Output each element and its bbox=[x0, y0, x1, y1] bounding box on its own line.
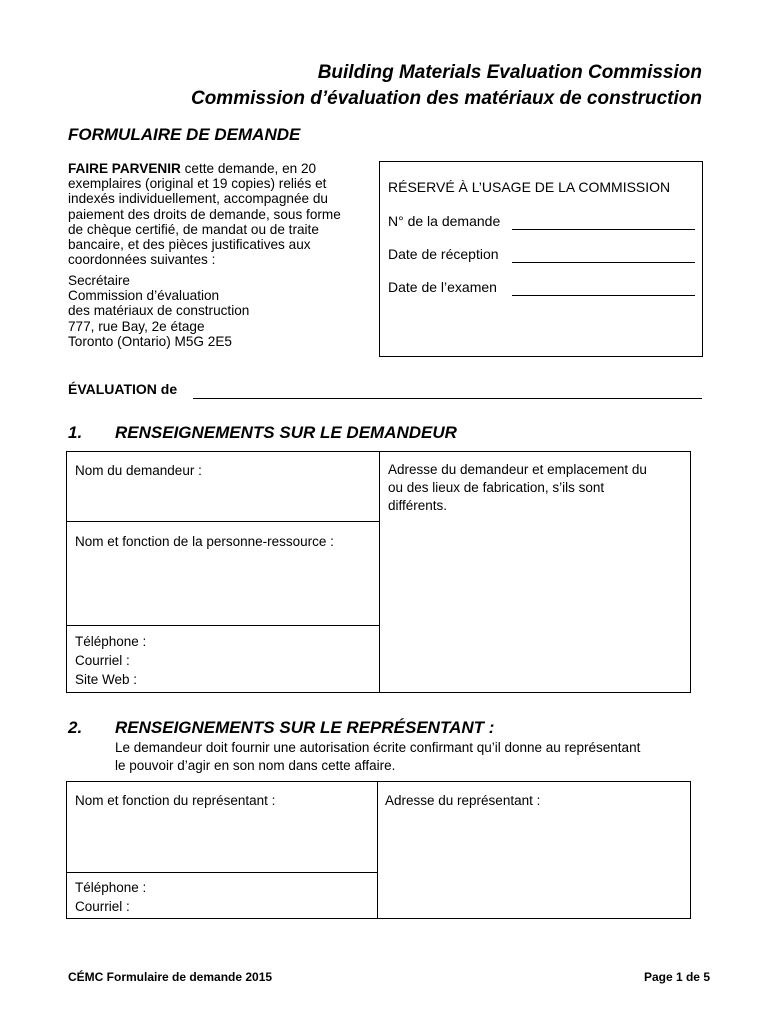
header-title-fr: Commission d’évaluation des matériaux de construction bbox=[190, 88, 702, 109]
address-line: Toronto (Ontario) M5G 2E5 bbox=[68, 333, 232, 349]
representative-address-cell[interactable] bbox=[385, 791, 683, 913]
row-divider bbox=[67, 521, 380, 522]
intro-line: de chèque certifié, de mandat ou de traite bbox=[68, 221, 319, 237]
intro-line: indexés individuellement, accompagnée du bbox=[68, 191, 328, 207]
applicant-name-cell[interactable] bbox=[75, 461, 375, 519]
address-label-line: Adresse du demandeur et emplacement du bbox=[388, 462, 647, 477]
reserved-title: RÉSERVÉ À L’USAGE DE LA COMMISSION bbox=[388, 179, 671, 195]
contact-person-label: Nom et fonction de la personne-ressource : bbox=[75, 534, 334, 549]
address-line: des matériaux de construction bbox=[68, 303, 250, 319]
section2-note bbox=[115, 739, 640, 775]
reception-date-label: Date de réception bbox=[388, 246, 499, 262]
evaluation-label: ÉVALUATION de bbox=[68, 381, 178, 397]
footer-page-number: Page 1 de 5 bbox=[643, 970, 710, 984]
phone-label: Téléphone : bbox=[75, 880, 147, 895]
intro-line: bancaire, et des pièces justificatives aux bbox=[68, 237, 311, 253]
contact-person-cell[interactable] bbox=[75, 532, 375, 622]
row-divider bbox=[67, 872, 378, 873]
intro-line: cette demande, en 20 bbox=[180, 161, 317, 176]
section1-number: 1. bbox=[68, 423, 83, 442]
email-label: Courriel : bbox=[75, 899, 130, 914]
application-number-label: N° de la demande bbox=[388, 213, 501, 229]
intro-lead: FAIRE PARVENIR bbox=[68, 161, 181, 176]
email-label: Courriel : bbox=[75, 653, 130, 668]
intro-line: paiement des droits de demande, sous forme bbox=[68, 206, 341, 222]
address-line: Secrétaire bbox=[68, 273, 130, 288]
representative-name-label: Nom et fonction du représentant : bbox=[75, 793, 276, 808]
intro-line: exemplaires (original et 19 copies) reliés et bbox=[68, 176, 327, 192]
address-line: Commission d’évaluation bbox=[68, 288, 220, 304]
row-divider bbox=[67, 625, 380, 626]
representative-name-cell[interactable] bbox=[75, 791, 373, 869]
review-date-field[interactable] bbox=[512, 294, 695, 296]
note-line: le pouvoir d’agir en son nom dans cette affaire. bbox=[115, 758, 396, 773]
intro-line: coordonnées suivantes : bbox=[68, 252, 216, 268]
address-line: 777, rue Bay, 2e étage bbox=[68, 318, 205, 334]
application-number-field[interactable] bbox=[512, 228, 695, 230]
address-label-line: ou des lieux de fabrication, s’ils sont bbox=[388, 480, 605, 495]
reception-date-field[interactable] bbox=[512, 261, 695, 263]
applicant-name-label: Nom du demandeur : bbox=[75, 463, 202, 478]
footer-left: CÉMC Formulaire de demande 2015 bbox=[68, 970, 273, 984]
applicant-table bbox=[66, 451, 691, 693]
representative-table bbox=[66, 781, 691, 919]
representative-contact-cell[interactable] bbox=[75, 878, 373, 916]
address-label-line: différents. bbox=[388, 498, 448, 513]
reserved-box bbox=[379, 161, 703, 357]
form-title: FORMULAIRE DE DEMANDE bbox=[68, 125, 301, 144]
applicant-contact-cell[interactable] bbox=[75, 632, 375, 690]
applicant-address-cell[interactable] bbox=[388, 461, 686, 686]
representative-address-label: Adresse du représentant : bbox=[385, 793, 541, 808]
table-divider bbox=[379, 452, 380, 692]
evaluation-field[interactable] bbox=[193, 397, 702, 399]
intro-paragraph bbox=[68, 161, 378, 267]
section2-number: 2. bbox=[68, 718, 83, 737]
section2-title: RENSEIGNEMENTS SUR LE REPRÉSENTANT : bbox=[115, 718, 495, 737]
note-line: Le demandeur doit fournir une autorisation écrite confirmant qu’il donne au représentant bbox=[115, 740, 641, 755]
section1-title: RENSEIGNEMENTS SUR LE DEMANDEUR bbox=[115, 423, 457, 442]
review-date-label: Date de l’examen bbox=[388, 279, 497, 295]
header-title-en: Building Materials Evaluation Commission bbox=[317, 62, 702, 83]
table-divider bbox=[377, 782, 378, 918]
phone-label: Téléphone : bbox=[75, 634, 147, 649]
mailing-address bbox=[68, 273, 378, 349]
website-label: Site Web : bbox=[75, 672, 138, 687]
